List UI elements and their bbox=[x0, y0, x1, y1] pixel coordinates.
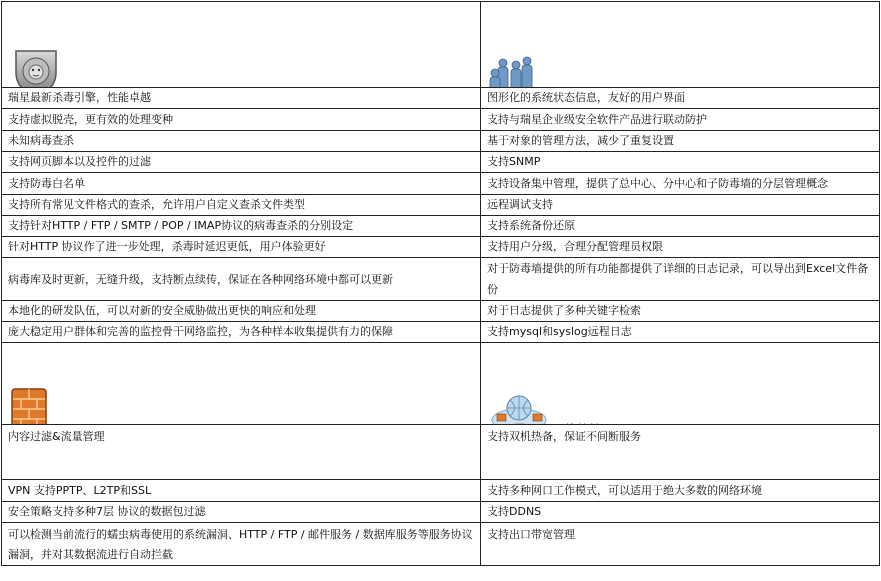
section-management bbox=[481, 2, 880, 88]
section-antivirus bbox=[2, 2, 481, 88]
cell-right: 支持DDNS bbox=[481, 502, 880, 523]
section-title-network bbox=[553, 420, 601, 425]
table-row bbox=[2, 322, 880, 343]
table-row bbox=[2, 502, 880, 523]
cell-right: 支持多种网口工作模式，可以适用于绝大多数的网络环境 bbox=[481, 480, 880, 502]
table-row bbox=[2, 480, 880, 502]
table-row bbox=[2, 216, 880, 237]
cell-left: 针对HTTP 协议作了进一步处理，杀毒时延迟更低，用户体验更好 bbox=[2, 237, 481, 258]
cell-right: 对于日志提供了多种关键字检索 bbox=[481, 301, 880, 322]
cell-left: 安全策略支持多种7层 协议的数据包过滤 bbox=[2, 502, 481, 523]
cell-right: 支持mysql和syslog远程日志 bbox=[481, 322, 880, 343]
table-row bbox=[2, 109, 880, 131]
cell-left: 未知病毒查杀 bbox=[2, 131, 481, 152]
people-network-icon bbox=[487, 55, 545, 88]
table-row bbox=[2, 258, 880, 301]
cell-left: 瑞星最新杀毒引擎，性能卓越 bbox=[2, 88, 481, 109]
table-row bbox=[2, 425, 880, 480]
feature-table bbox=[1, 1, 880, 566]
table-row bbox=[2, 173, 880, 195]
cell-left: 支持虚拟脱壳，更有效的处理变种 bbox=[2, 109, 481, 131]
cell-right: 支持双机热备，保证不间断服务 bbox=[481, 425, 880, 480]
cell-left: 支持网页脚本以及控件的过滤 bbox=[2, 152, 481, 173]
cell-right: 支持设备集中管理，提供了总中心、分中心和子防毒墙的分层管理概念 bbox=[481, 173, 880, 195]
section-firewall bbox=[2, 343, 481, 425]
cell-left: 内容过滤&流量管理 bbox=[2, 425, 481, 480]
table-row bbox=[2, 152, 880, 173]
cell-right: 远程调试支持 bbox=[481, 195, 880, 216]
cell-right: 对于防毒墙提供的所有功能都提供了详细的日志记录，可以导出到Excel文件备份 bbox=[481, 258, 880, 301]
cell-right: 支持系统备份还原 bbox=[481, 216, 880, 237]
cell-right: 支持SNMP bbox=[481, 152, 880, 173]
cell-left: 支持针对HTTP / FTP / SMTP / POP / IMAP协议的病毒查杀的分别设定 bbox=[2, 216, 481, 237]
cell-left: 支持防毒白名单 bbox=[2, 173, 481, 195]
brick-firewall-icon bbox=[11, 388, 47, 425]
cell-right: 支持出口带宽管理 bbox=[481, 523, 880, 566]
cell-left: 病毒库及时更新，无缝升级，支持断点续传，保证在各种网络环境中都可以更新 bbox=[2, 258, 481, 301]
table-row bbox=[2, 131, 880, 152]
section-network bbox=[481, 343, 880, 425]
cell-left: VPN 支持PPTP、L2TP和SSL bbox=[2, 480, 481, 502]
cell-left: 可以检测当前流行的蠕虫病毒使用的系统漏洞、HTTP / FTP / 邮件服务 / 数据库服务等服务协议漏洞，并对其数据流进行自动拦截 bbox=[2, 523, 481, 566]
cell-right: 支持与瑞星企业级安全软件产品进行联动防护 bbox=[481, 109, 880, 131]
table-row bbox=[2, 301, 880, 322]
lion-shield-icon bbox=[11, 47, 61, 88]
table-row bbox=[2, 523, 880, 566]
cell-right: 基于对象的管理方法，减少了重复设置 bbox=[481, 131, 880, 152]
cell-left: 支持所有常见文件格式的查杀，允许用户自定义查杀文件类型 bbox=[2, 195, 481, 216]
cell-left: 庞大稳定用户群体和完善的监控骨干网络监控，为各种样本收集提供有力的保障 bbox=[2, 322, 481, 343]
table-row bbox=[2, 195, 880, 216]
cell-right: 图形化的系统状态信息，友好的用户界面 bbox=[481, 88, 880, 109]
table-row bbox=[2, 237, 880, 258]
cell-left: 本地化的研发队伍，可以对新的安全威胁做出更快的响应和处理 bbox=[2, 301, 481, 322]
network-globe-icon bbox=[489, 390, 549, 425]
table-row bbox=[2, 88, 880, 109]
cell-right: 支持用户分级，合理分配管理员权限 bbox=[481, 237, 880, 258]
